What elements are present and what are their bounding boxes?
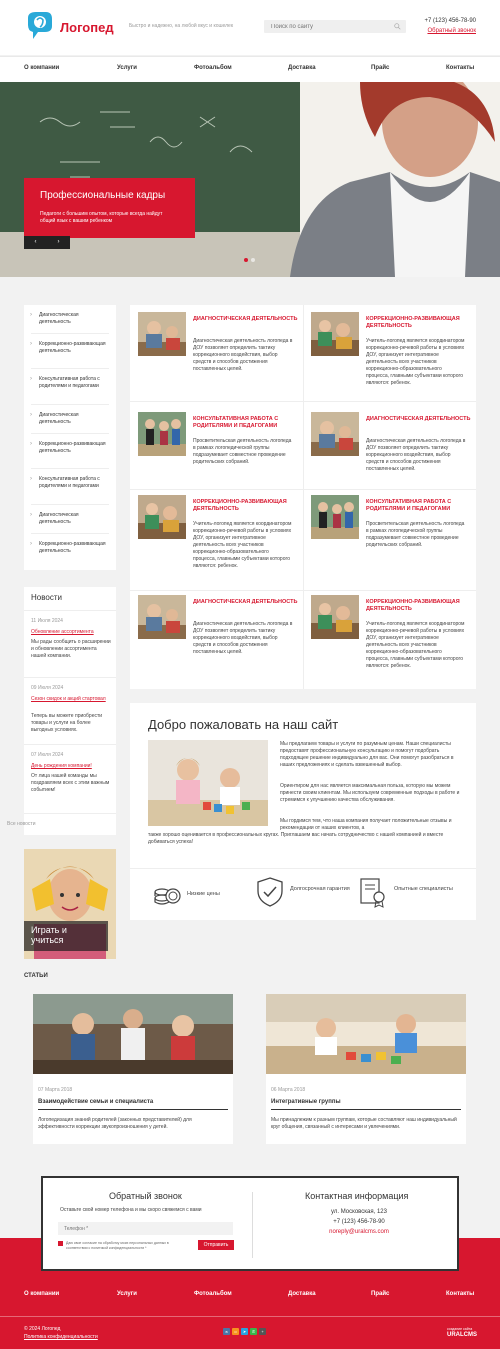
telegram-icon[interactable]: ➤ <box>242 1329 247 1334</box>
news-text: От лица нашей команды мы поздравляем всех с этим важным событием! <box>31 773 110 793</box>
feature-label: Долгосрочная гарантия <box>290 886 350 892</box>
consent-checkbox[interactable] <box>58 1241 63 1246</box>
article-title[interactable]: Интегративные группы <box>271 1099 341 1105</box>
nav-services[interactable]: Услуги <box>117 65 137 71</box>
service-title[interactable]: ДИАГНОСТИЧЕСКАЯ ДЕЯТЕЛЬНОСТЬ <box>193 316 298 322</box>
contact-email[interactable]: noreply@uralcms.com <box>329 1229 389 1235</box>
hero-slider <box>0 82 500 277</box>
article-text: Мы принадлежим к разным группам, которые составляют наш индивидуальный круг общения, связанный с интересами и увлечениями. <box>271 1117 457 1130</box>
promo-banner[interactable] <box>24 849 116 959</box>
nav-contacts[interactable]: Контакты <box>446 65 475 71</box>
welcome-paragraph: Мы гордимся тем, что наша компания получает положительные отзывы и рекомендации от наших клиентов, а <box>280 818 452 831</box>
site-header <box>0 0 500 55</box>
sidebar-menu <box>24 305 116 570</box>
coins-icon <box>152 876 182 908</box>
service-image[interactable] <box>311 412 359 456</box>
feature-label: Опытные специалисты <box>394 886 453 892</box>
copyright: © 2024 Логопед <box>24 1326 61 1332</box>
contacts-title: Контактная информация <box>305 1191 409 1201</box>
all-news-link[interactable]: Все новости <box>7 821 36 827</box>
callback-title: Обратный звонок <box>109 1191 182 1201</box>
slide-dot[interactable] <box>244 258 248 262</box>
footer-nav-contacts[interactable]: Контакты <box>446 1291 475 1297</box>
news-link[interactable]: Сезон скидок и акций стартовал <box>31 696 106 702</box>
footer-nav-delivery[interactable]: Доставка <box>288 1291 316 1297</box>
slide-dots <box>244 258 258 264</box>
slide-prev-button[interactable]: ‹ <box>34 239 37 245</box>
service-text: Просветительская деятельность логопеда в рамках логопедической группы подразумевает совместное проведение родительских собраний. <box>193 438 292 465</box>
tagline: Быстро и надежно, на любой вкус и кошелек <box>129 23 234 29</box>
nav-price[interactable]: Прайс <box>371 65 390 71</box>
article-date: 06 Марта 2018 <box>271 1087 306 1093</box>
news-widget <box>24 587 116 835</box>
welcome-paragraph: Мы предлагаем товары и услуги по разумным ценам. Наши специалисты предоставят профессиональную консультацию и помогут подобрать подходящее решение индивидуально для вас. Они помогут разобраться в наших предложениях и сделать взвешенный выбор. <box>280 741 454 768</box>
nav-photo[interactable]: Фотоальбом <box>194 65 232 71</box>
news-link[interactable]: День рождения компании! <box>31 763 92 769</box>
sidebar-item[interactable]: › Консультативная работа с родителями и педагогами <box>31 376 111 390</box>
sidebar-item[interactable]: › Коррекционно-развивающая деятельность <box>31 541 111 555</box>
promo-caption-text: Играть и учиться <box>31 925 67 945</box>
slide-text: Педагоги с большим опытом, которые всегда найдут общий язык с вашим ребенком <box>40 211 163 224</box>
service-image[interactable] <box>138 595 186 639</box>
nav-delivery[interactable]: Доставка <box>288 65 316 71</box>
contact-phone[interactable]: +7 (123) 456-78-90 <box>333 1219 385 1225</box>
news-link[interactable]: Обновление ассортимента <box>31 629 94 635</box>
news-date: 11 Июля 2024 <box>31 618 63 624</box>
privacy-policy-link[interactable]: Политика конфиденциальности <box>24 1334 98 1340</box>
service-title[interactable]: КОРРЕКЦИОННО-РАЗВИВАЮЩАЯ ДЕЯТЕЛЬНОСТЬ <box>366 316 460 329</box>
sidebar-item[interactable]: › Консультативная работа с родителями и педагогами <box>31 476 111 490</box>
footer-nav-services[interactable]: Услуги <box>117 1291 137 1297</box>
submit-button[interactable]: Отправить <box>198 1240 234 1250</box>
articles-heading: СТАТЬИ <box>24 973 48 979</box>
service-text: Учитель-логопед является координатором коррекционно-речевой работы в условиях ДОУ, организует интегративное деятельность всех участников коррекционно-образовательного процесса, главными субъектами которого являются: ребенок. <box>193 521 292 569</box>
search-input[interactable] <box>264 20 384 33</box>
news-title: Новости <box>31 593 62 602</box>
shield-check-icon <box>255 876 285 908</box>
service-image[interactable] <box>138 312 186 356</box>
service-title[interactable]: КОНСУЛЬТАТИВНАЯ РАБОТА С РОДИТЕЛЯМИ И ПЕДАГОГАМИ <box>366 499 452 512</box>
consent-text: Даю свое согласие на обработку моих персональных данных в соответствии с политикой конфиденциальности * <box>66 1241 169 1250</box>
contact-card <box>41 1176 459 1271</box>
developer-label: создание сайта <box>447 1327 473 1331</box>
news-date: 07 Июля 2024 <box>31 752 64 758</box>
service-title[interactable]: КОНСУЛЬТАТИВНАЯ РАБОТА С РОДИТЕЛЯМИ И ПЕДАГОГАМИ <box>193 416 279 429</box>
article-date: 07 Марта 2018 <box>38 1087 73 1093</box>
news-text: Мы рады сообщить о расширении и обновлении ассортимента нашей компании. <box>31 639 111 659</box>
service-image[interactable] <box>311 312 359 356</box>
article-card[interactable] <box>33 994 233 1144</box>
article-title[interactable]: Взаимодействие семьи и специалиста <box>38 1099 154 1105</box>
slide-dot[interactable] <box>251 258 255 262</box>
service-text: Диагностическая деятельность логопеда в ДОУ позволяет определить тактику коррекционного воздействия, выбор средств и способов достижения поставленных целей. <box>193 338 293 372</box>
welcome-paragraph: также хорошо оценивается в профессиональных кругах. Приглашаем вас начать сотрудничество с нашей компанией и вместе добиваться успеха! <box>148 832 444 845</box>
service-title[interactable]: КОРРЕКЦИОННО-РАЗВИВАЮЩАЯ ДЕЯТЕЛЬНОСТЬ <box>366 599 460 612</box>
callback-subtitle: Оставьте свой номер телефона и мы скоро свяжемся с вами <box>60 1207 202 1213</box>
article-image[interactable] <box>266 994 466 1074</box>
news-date: 09 Июля 2024 <box>31 685 64 691</box>
header-phone[interactable]: +7 (123) 456-78-90 <box>424 18 476 24</box>
news-text: Теперь вы можете приобрести товары и услуги на более выгодных условиях. <box>31 713 103 733</box>
welcome-image <box>148 740 268 826</box>
service-text: Учитель-логопед является координатором коррекционно-речевой работы в условиях ДОУ, организует интегративное деятельность всех участников коррекционно-образовательного процесса, главными субъектами которого являются: ребенок. <box>366 621 465 669</box>
service-image[interactable] <box>311 495 359 539</box>
social-links <box>223 1328 268 1335</box>
logo-icon[interactable] <box>24 10 54 40</box>
slide-controls <box>24 236 70 249</box>
service-text: Просветительская деятельность логопеда в рамках логопедической группы подразумевает совместное проведение родительских собраний. <box>366 521 465 548</box>
article-card[interactable] <box>266 994 466 1144</box>
sidebar-item[interactable]: › Диагностическая деятельность <box>31 312 111 326</box>
search-icon[interactable] <box>394 23 401 30</box>
contact-address: ул. Московская, 123 <box>331 1209 387 1215</box>
certificate-icon <box>358 876 388 908</box>
welcome-paragraph: Ориентиром для нас является максимальная польза, которую мы можем принести своим клиентам. Мы используем современные подходы в работе и стремимся к улучшению качества обслуживания. <box>280 783 460 803</box>
sidebar-item[interactable]: › Коррекционно-развивающая деятельность <box>31 341 111 355</box>
service-title[interactable]: ДИАГНОСТИЧЕСКАЯ ДЕЯТЕЛЬНОСТЬ <box>193 599 298 605</box>
phone-input[interactable] <box>58 1222 233 1235</box>
more-icon[interactable]: + <box>259 1328 266 1335</box>
service-image[interactable] <box>311 595 359 639</box>
service-image[interactable] <box>138 412 186 456</box>
service-title[interactable]: ДИАГНОСТИЧЕСКАЯ ДЕЯТЕЛЬНОСТЬ <box>366 416 471 422</box>
service-image[interactable] <box>138 495 186 539</box>
callback-link[interactable]: Обратный звонок <box>427 28 476 34</box>
service-text: Диагностическая деятельность логопеда в ДОУ позволяет определить тактику коррекционного воздействия, выбор средств и способов достижения поставленных целей. <box>193 621 293 655</box>
slide-title: Профессиональные кадры <box>40 190 166 201</box>
sidebar-item[interactable]: › Диагностическая деятельность <box>31 512 111 526</box>
footer-nav-price[interactable]: Прайс <box>371 1291 390 1297</box>
slide-caption <box>24 178 195 238</box>
service-text: Учитель-логопед является координатором коррекционно-речевой работы в условиях ДОУ, организует интегративное деятельность всех участников коррекционно-образовательного процесса, главными субъектами которого являются: ребенок. <box>366 338 465 386</box>
promo-caption <box>24 921 108 951</box>
service-text: Диагностическая деятельность логопеда в ДОУ позволяет определить тактику коррекционного воздействия, выбор средств и способов достижения поставленных целей. <box>366 438 466 472</box>
footer-nav-photo[interactable]: Фотоальбом <box>194 1291 232 1297</box>
developer-name[interactable]: URALCMS <box>447 1332 477 1338</box>
article-image[interactable] <box>33 994 233 1074</box>
sidebar-item[interactable]: › Коррекционно-развивающая деятельность <box>31 441 111 455</box>
nav-about[interactable]: О компании <box>24 65 60 71</box>
logo-text[interactable]: Логопед <box>60 20 114 35</box>
sidebar-item[interactable]: › Диагностическая деятельность <box>31 412 111 426</box>
vk-icon[interactable]: в <box>223 1328 230 1335</box>
service-title[interactable]: КОРРЕКЦИОННО-РАЗВИВАЮЩАЯ ДЕЯТЕЛЬНОСТЬ <box>193 499 287 512</box>
feature-label: Низкие цены <box>187 891 220 897</box>
ok-icon[interactable]: о <box>232 1328 239 1335</box>
article-text: Логопедизация знаний родителей (законных представителей) для эффективности коррекции звукопроизношения у детей. <box>38 1117 192 1130</box>
footer-nav-about[interactable]: О компании <box>24 1291 60 1297</box>
services-grid <box>130 305 476 689</box>
whatsapp-icon[interactable]: ✆ <box>251 1329 256 1334</box>
slide-next-button[interactable]: › <box>57 239 60 245</box>
welcome-title: Добро пожаловать на наш сайт <box>148 717 339 732</box>
search-box <box>264 20 406 33</box>
welcome-section <box>130 703 476 920</box>
main-nav <box>0 56 500 82</box>
